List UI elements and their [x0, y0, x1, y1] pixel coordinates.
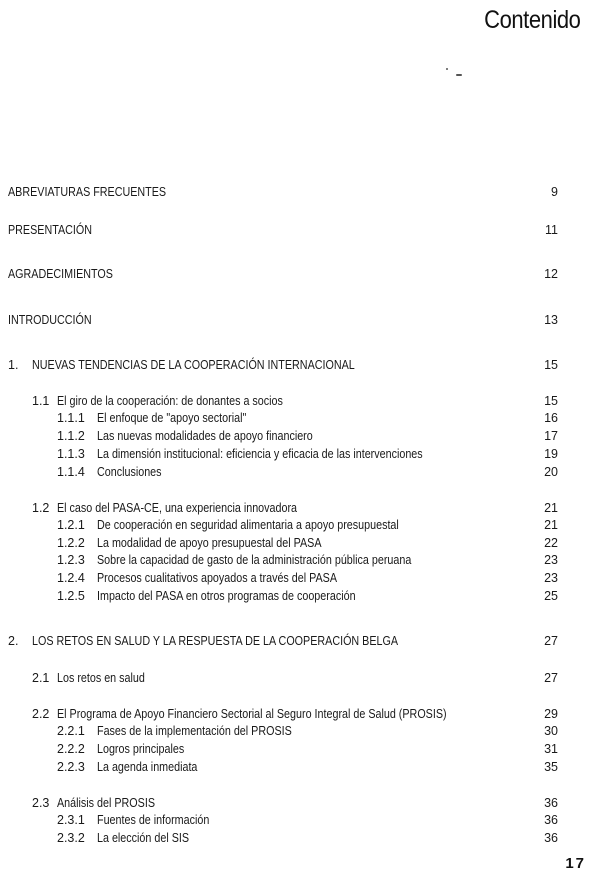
toc-entry-page: 23	[544, 571, 558, 585]
toc-entry-page: 31	[544, 742, 558, 756]
toc-entry-title: Fuentes de información	[97, 813, 210, 827]
toc-entry-page: 22	[544, 536, 558, 550]
toc-entry-page: 36	[544, 831, 558, 845]
toc-entry-title: Los retos en salud	[57, 671, 145, 685]
toc-entry	[0, 706, 600, 722]
toc-entry-number: 1.1.2	[57, 429, 85, 443]
toc-entry-number: 1.2.5	[57, 589, 85, 603]
toc-entry-page: 13	[544, 313, 558, 327]
toc-entry-page: 30	[544, 724, 558, 738]
toc-entry-number: 1.2.2	[57, 536, 85, 550]
toc-entry	[0, 588, 600, 604]
toc-entry	[0, 759, 600, 775]
toc-entry-page: 11	[545, 223, 558, 237]
toc-entry-title: Análisis del PROSIS	[57, 796, 155, 810]
toc-entry-number: 1.2.3	[57, 553, 85, 567]
toc-entry	[0, 500, 600, 516]
toc-entry	[0, 633, 600, 649]
toc-entry-page: 36	[544, 796, 558, 810]
toc-entry	[0, 428, 600, 444]
toc-entry	[0, 570, 600, 586]
page-number: 17	[565, 855, 586, 872]
page-title: Contenido	[483, 6, 580, 34]
toc-entry	[0, 393, 600, 409]
toc-entry	[0, 266, 600, 282]
toc-entry	[0, 552, 600, 568]
toc-entry	[0, 670, 600, 686]
toc-entry-number: 1.2.1	[57, 518, 85, 532]
toc-entry	[0, 723, 600, 739]
toc-entry-page: 17	[544, 429, 558, 443]
toc-entry-number: 1.	[8, 358, 19, 372]
toc-entry-page: 12	[544, 267, 558, 281]
toc-entry-page: 27	[544, 671, 558, 685]
toc-entry-number: 1.1.4	[57, 465, 85, 479]
toc-entry-title: AGRADECIMIENTOS	[8, 267, 113, 281]
toc-entry-number: 1.2	[32, 501, 50, 515]
toc-entry-number: 2.2.2	[57, 742, 85, 756]
toc-entry	[0, 830, 600, 846]
toc-entry-title: Impacto del PASA en otros programas de cooperación	[97, 589, 356, 603]
toc-entry-number: 1.1.1	[57, 411, 85, 425]
toc-entry	[0, 312, 600, 328]
toc-entry	[0, 464, 600, 480]
toc-entry-page: 27	[544, 634, 558, 648]
toc-entry	[0, 410, 600, 426]
toc-entry	[0, 795, 600, 811]
toc-entry	[0, 517, 600, 533]
toc-entry-title: Logros principales	[97, 742, 185, 756]
toc-entry-title: Sobre la capacidad de gasto de la administración pública peruana	[97, 553, 412, 567]
toc-entry-number: 1.2.4	[57, 571, 85, 585]
toc-entry-page: 21	[544, 501, 558, 515]
toc-entry-title: Conclusiones	[97, 465, 162, 479]
toc-entry	[0, 812, 600, 828]
toc-entry	[0, 222, 600, 238]
toc-entry-page: 9	[551, 185, 558, 199]
toc-entry-page: 25	[544, 589, 558, 603]
toc-entry-number: 2.	[8, 634, 19, 648]
toc-entry-number: 2.2.1	[57, 724, 85, 738]
toc-entry	[0, 741, 600, 757]
toc-entry-page: 35	[544, 760, 558, 774]
toc-entry-title: La dimensión institucional: eficiencia y eficacia de las intervenciones	[97, 447, 423, 461]
toc-entry-page: 15	[544, 394, 558, 408]
toc-entry-page: 16	[544, 411, 558, 425]
toc-entry-page: 36	[544, 813, 558, 827]
toc-entry-title: PRESENTACIÓN	[8, 223, 93, 237]
toc-entry-title: INTRODUCCIÓN	[8, 313, 92, 327]
toc-entry-title: Procesos cualitativos apoyados a través del PASA	[97, 571, 338, 585]
toc-entry-page: 21	[544, 518, 558, 532]
toc-entry-number: 2.1	[32, 671, 50, 685]
toc-entry-number: 2.3.2	[57, 831, 85, 845]
toc-entry-title: El Programa de Apoyo Financiero Sectorial al Seguro Integral de Salud (PROSIS)	[57, 707, 447, 721]
toc-entry-page: 23	[544, 553, 558, 567]
toc-entry-number: 1.1	[32, 394, 50, 408]
toc-entry-title: NUEVAS TENDENCIAS DE LA COOPERACIÓN INTERNACIONAL	[32, 358, 355, 372]
toc-entry	[0, 535, 600, 551]
toc-entry-number: 2.3	[32, 796, 50, 810]
toc-entry-number: 2.2	[32, 707, 50, 721]
toc-entry-page: 29	[544, 707, 558, 721]
toc-entry-title: De cooperación en seguridad alimentaria a apoyo presupuestal	[97, 518, 399, 532]
toc-entry-title: ABREVIATURAS FRECUENTES	[8, 185, 167, 199]
toc-entry-number: 2.3.1	[57, 813, 85, 827]
toc-entry-title: La modalidad de apoyo presupuestal del PASA	[97, 536, 322, 550]
toc-entry-title: LOS RETOS EN SALUD Y LA RESPUESTA DE LA COOPERACIÓN BELGA	[32, 634, 399, 648]
toc-entry-page: 15	[544, 358, 558, 372]
toc-entry-page: 20	[544, 465, 558, 479]
toc-entry-title: Las nuevas modalidades de apoyo financiero	[97, 429, 313, 443]
toc-entry	[0, 446, 600, 462]
toc-entry-number: 1.1.3	[57, 447, 85, 461]
toc-entry	[0, 357, 600, 373]
toc-entry	[0, 184, 600, 200]
toc-entry-page: 19	[544, 447, 558, 461]
toc-entry-title: La elección del SIS	[97, 831, 190, 845]
toc-entry-title: La agenda inmediata	[97, 760, 198, 774]
toc-entry-title: El caso del PASA-CE, una experiencia innovadora	[57, 501, 298, 515]
toc-entry-title: El enfoque de "apoyo sectorial"	[97, 411, 247, 425]
toc-entry-title: El giro de la cooperación: de donantes a socios	[57, 394, 283, 408]
toc-entry-title: Fases de la implementación del PROSIS	[97, 724, 292, 738]
toc-entry-number: 2.2.3	[57, 760, 85, 774]
